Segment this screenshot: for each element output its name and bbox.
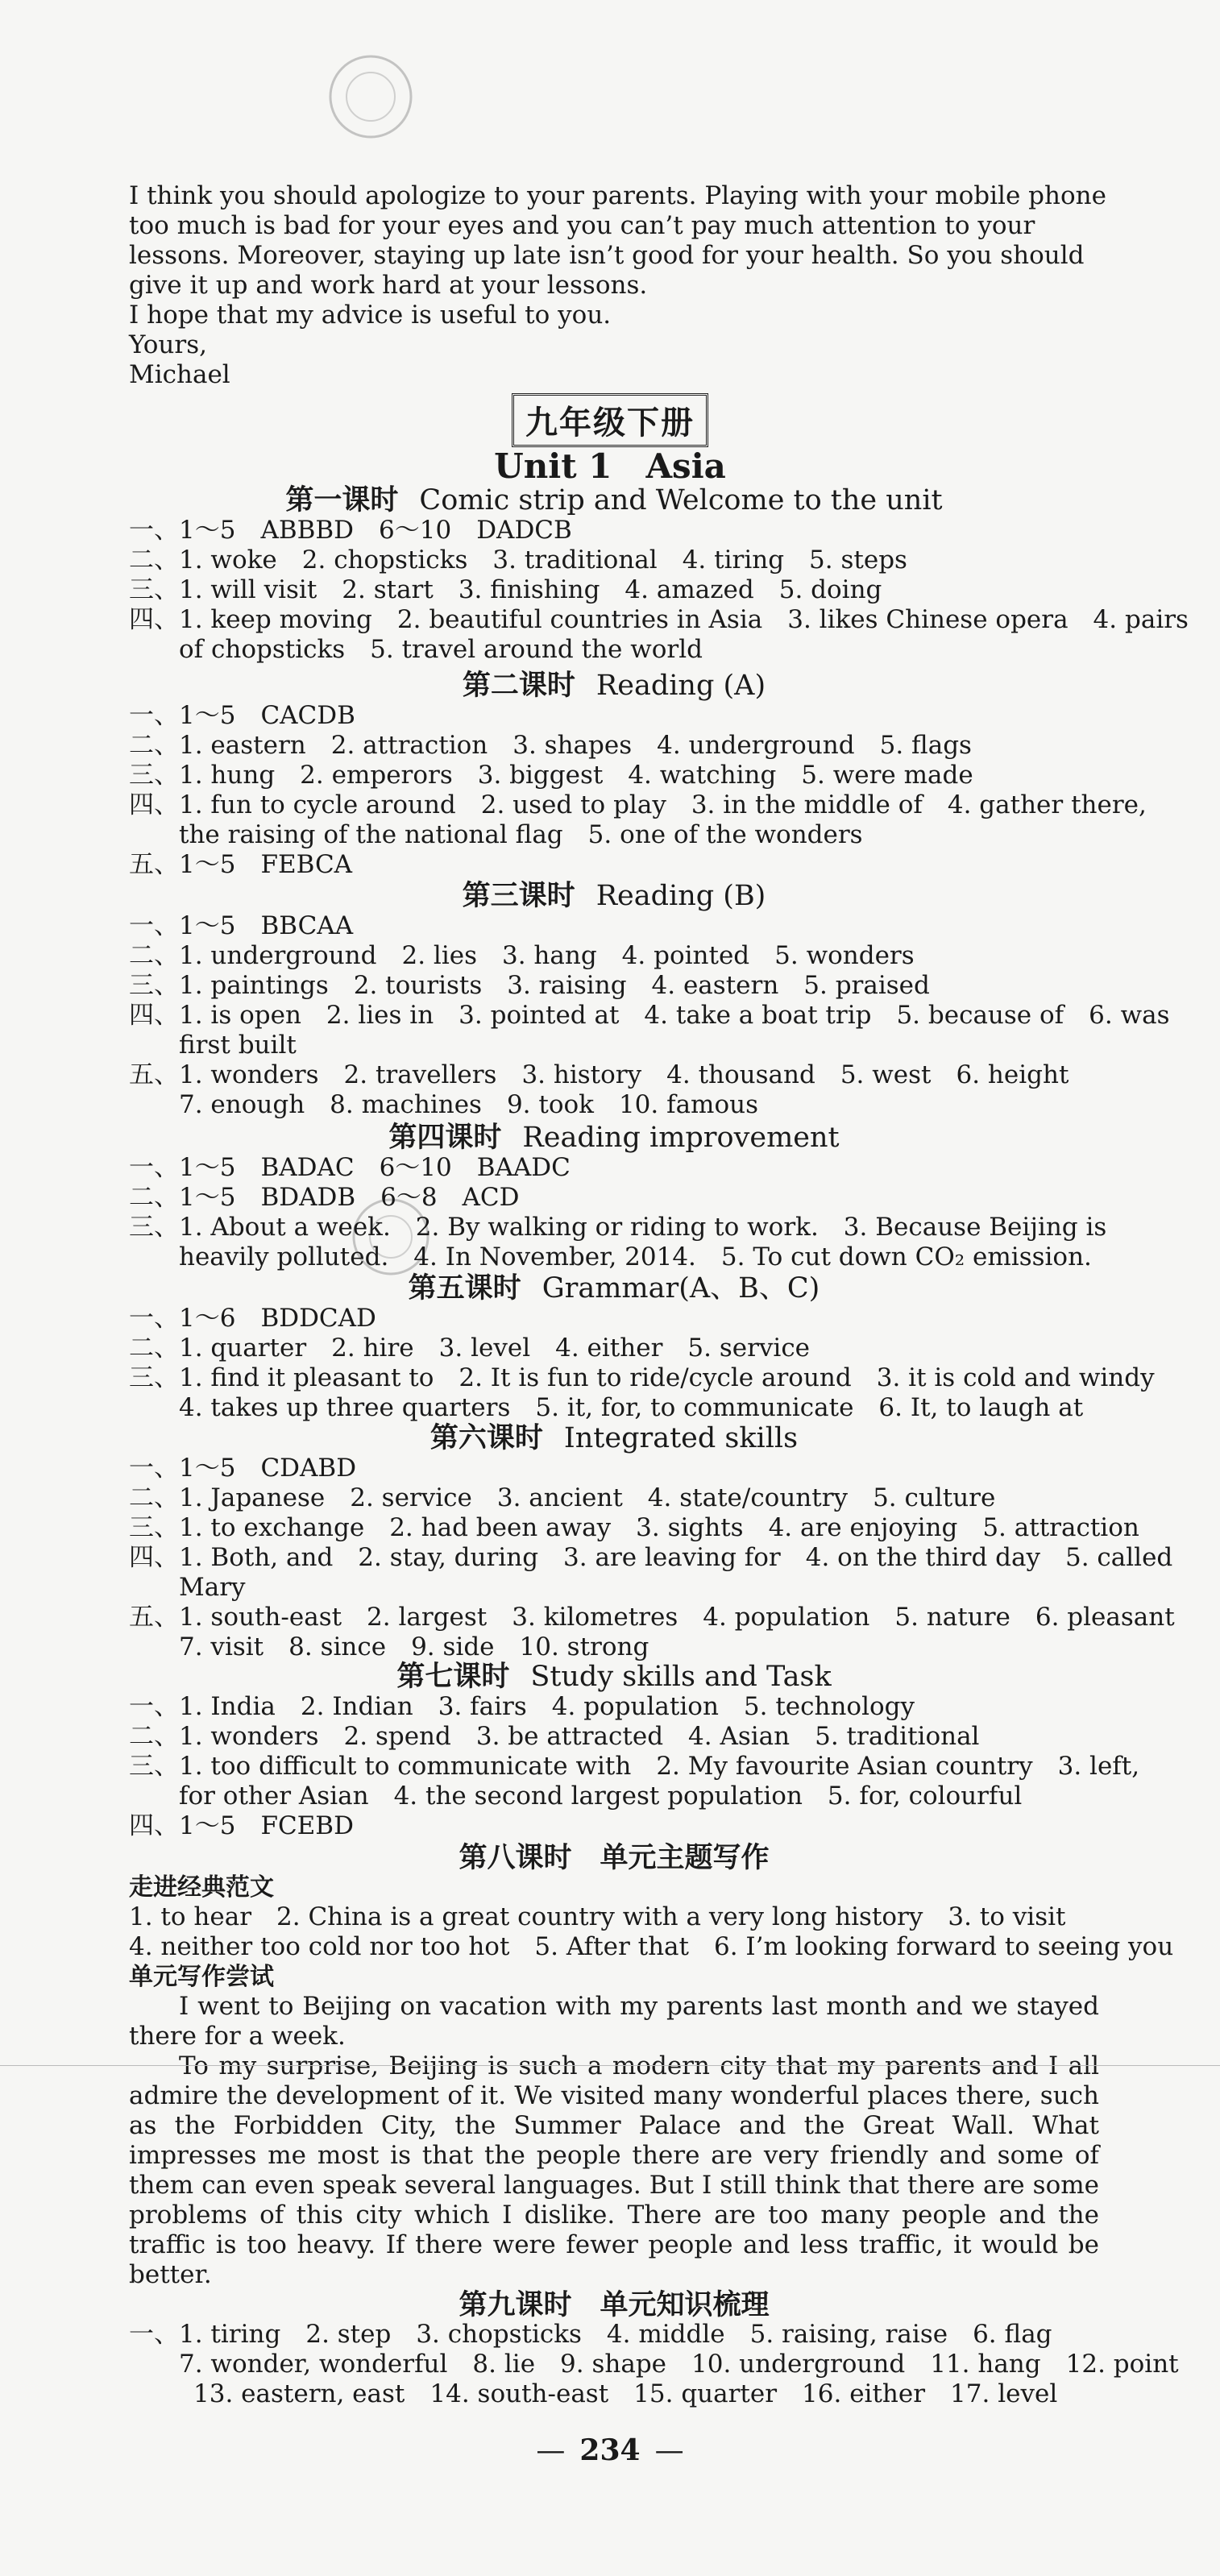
answer-line: 二、1. wonders 2. spend 3. be attracted 4. Asian 5. traditional <box>129 1722 980 1751</box>
answer-line: 五、1～5 FEBCA <box>129 850 353 879</box>
answer-line: Mary <box>179 1573 246 1602</box>
answer-line: 四、1～5 FCEBD <box>129 1811 354 1840</box>
lesson-9 <box>129 2288 1179 2409</box>
answer-line: 一、1～5 ABBBD 6～10 DADCB <box>129 516 572 545</box>
letter-line: I hope that my advice is useful to you. <box>129 301 612 330</box>
answer-line: 三、1. find it pleasant to 2. It is fun to ride/cycle around 3. it is cold and windy <box>129 1363 1155 1392</box>
answer-line: 一、1～5 BADAC 6～10 BAADC <box>129 1153 571 1182</box>
essay-paragraph: To my surprise, Beijing is such a modern city that my parents and I all admire the development of it. We visited many wonderful places there, such as the Forbidden City, the Summer Palace and the Great Wall. What impresses me most is that the people there are very friendly and some of them can even speak several languages. But I still think that there are some problems of this city which I dislike. There are too many people and the traffic is too heavy. If there were fewer people and less traffic, it would be better. <box>129 2051 1099 2289</box>
answer-line: for other Asian 4. the second largest population 5. for, colourful <box>179 1782 1023 1811</box>
answer-line: 4. neither too cold nor too hot 5. After that 6. I’m looking forward to seeing you <box>129 1932 1174 1961</box>
answer-line: 五、1. wonders 2. travellers 3. history 4. thousand 5. west 6. height <box>129 1060 1069 1089</box>
answer-line: 三、1. too difficult to communicate with 2. My favourite Asian country 3. left, <box>129 1752 1140 1781</box>
answer-line: heavily polluted. 4. In November, 2014. 5. To cut down CO₂ emission. <box>179 1242 1092 1271</box>
answer-line: 一、1～5 BBCAA <box>129 911 354 940</box>
answer-line: 四、1. keep moving 2. beautiful countries in Asia 3. likes Chinese opera 4. pairs <box>129 605 1189 634</box>
answer-line: 一、1. India 2. Indian 3. fairs 4. population 5. technology <box>129 1692 915 1721</box>
page-number: — 234 — <box>536 2433 684 2467</box>
letter-line: give it up and work hard at your lessons. <box>129 271 648 300</box>
lesson-7 <box>129 1660 1140 1841</box>
lesson-title: 第四课时 Reading improvement <box>388 1121 840 1154</box>
answer-line: 二、1. woke 2. chopsticks 3. traditional 4. tiring 5. steps <box>129 545 907 575</box>
answer-line: 三、1. About a week. 2. By walking or riding to work. 3. Because Beijing is <box>129 1213 1107 1242</box>
lesson-title: 第二课时 Reading (A) <box>462 669 766 702</box>
lesson-title: 第六课时 Integrated skills <box>429 1421 799 1454</box>
unit-title: Unit 1 Asia <box>494 446 726 486</box>
answer-line: the raising of the national flag 5. one of the wonders <box>179 820 863 849</box>
letter-line: too much is bad for your eyes and you can’t pay much attention to your <box>129 211 1035 240</box>
scan-line <box>0 2065 1220 2066</box>
answer-line: of chopsticks 5. travel around the world <box>179 635 703 664</box>
answer-line: 二、1. quarter 2. hire 3. level 4. either 5. service <box>129 1334 811 1363</box>
lesson-title: 第五课时 Grammar(A、B、C) <box>408 1271 820 1305</box>
lesson-4 <box>129 1121 1107 1272</box>
lesson-6 <box>129 1421 1175 1662</box>
letter-line: Yours, <box>129 330 207 359</box>
subsection-title: 走进经典范文 <box>129 1873 274 1902</box>
lesson-3 <box>129 879 1170 1120</box>
answer-line: 一、1～5 CDABD <box>129 1454 357 1483</box>
answer-line: 五、1. south-east 2. largest 3. kilometres 4. population 5. nature 6. pleasant <box>129 1603 1175 1632</box>
answer-line: 四、1. Both, and 2. stay, during 3. are leaving for 4. on the third day 5. called <box>129 1543 1173 1572</box>
letter-line: lessons. Moreover, staying up late isn’t good for your health. So you should <box>129 241 1085 270</box>
essay-paragraph: I went to Beijing on vacation with my parents last month and we stayed there for a week. <box>129 1992 1099 2051</box>
lesson-2 <box>129 669 1147 880</box>
answer-line: 7. visit 8. since 9. side 10. strong <box>179 1632 649 1661</box>
answer-line: 4. takes up three quarters 5. it, for, to communicate 6. It, to laugh at <box>179 1393 1084 1422</box>
answer-line: 三、1. will visit 2. start 3. finishing 4. amazed 5. doing <box>129 575 882 604</box>
lesson-title: 第一课时 Comic strip and Welcome to the unit <box>285 483 943 516</box>
lesson-title: 第七课时 Study skills and Task <box>396 1660 832 1693</box>
lesson-title: 第三课时 Reading (B) <box>462 879 766 912</box>
subsection-title: 单元写作尝试 <box>129 1963 274 1991</box>
stamp-watermark <box>322 48 419 145</box>
letter-line: I think you should apologize to your parents. Playing with your mobile phone <box>129 181 1106 210</box>
answer-line: 三、1. to exchange 2. had been away 3. sights 4. are enjoying 5. attraction <box>129 1513 1139 1542</box>
answer-line: 1. to hear 2. China is a great country with a very long history 3. to visit <box>129 1902 1066 1931</box>
answer-line: first built <box>179 1031 297 1060</box>
answer-line: 二、1. underground 2. lies 3. hang 4. pointed 5. wonders <box>129 941 915 970</box>
answer-line: 三、1. hung 2. emperors 3. biggest 4. watching 5. were made <box>129 761 973 790</box>
answer-line: 二、1～5 BDADB 6～8 ACD <box>129 1183 520 1212</box>
lesson-1 <box>129 483 1189 665</box>
answer-line: 二、1. Japanese 2. service 3. ancient 4. state/country 5. culture <box>129 1483 996 1512</box>
lesson-title: 第八课时 单元主题写作 <box>459 1841 770 1874</box>
lesson-title: 第九课时 单元知识梳理 <box>459 2288 770 2321</box>
answer-line: 一、1～6 BDDCAD <box>129 1304 376 1333</box>
answer-line: 7. wonder, wonderful 8. lie 9. shape 10. underground 11. hang 12. point <box>179 2350 1179 2379</box>
lesson-8 <box>129 1841 1174 2290</box>
answer-line: 13. eastern, east 14. south-east 15. quarter 16. either 17. level <box>193 2379 1058 2408</box>
answer-line: 7. enough 8. machines 9. took 10. famous <box>179 1090 758 1119</box>
answer-line: 一、1～5 CACDB <box>129 701 355 730</box>
answer-line: 四、1. is open 2. lies in 3. pointed at 4. take a boat trip 5. because of 6. was <box>129 1001 1170 1030</box>
section-title: 九年级下册 <box>0 393 1220 447</box>
letter-block <box>129 181 1106 390</box>
answer-line: 四、1. fun to cycle around 2. used to play 3. in the middle of 4. gather there, <box>129 790 1147 819</box>
answer-line: 二、1. eastern 2. attraction 3. shapes 4. underground 5. flags <box>129 731 972 760</box>
lesson-5 <box>129 1271 1155 1423</box>
answer-line: 三、1. paintings 2. tourists 3. raising 4. eastern 5. praised <box>129 971 930 1000</box>
answer-line: 一、1. tiring 2. step 3. chopsticks 4. middle 5. raising, raise 6. flag <box>129 2320 1052 2349</box>
letter-line: Michael <box>129 360 230 389</box>
